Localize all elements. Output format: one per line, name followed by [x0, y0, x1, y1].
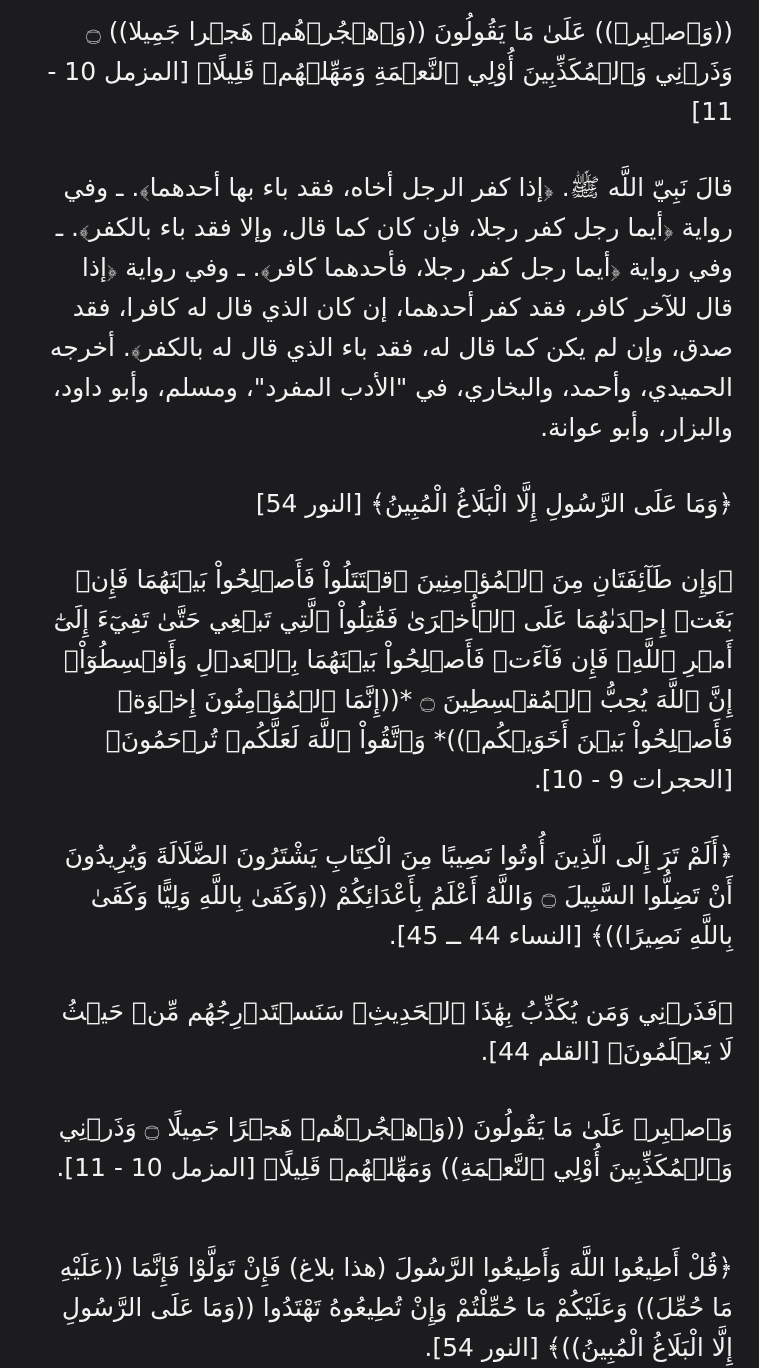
paragraph-nur-54: ﴿وَمَا عَلَى الرَّسُولِ إِلَّا الْبَلَاغُ الْمُبِينُ﴾ [النور 54]: [255, 489, 733, 518]
paragraph-qalam: ﴿فَذَرۡنِي وَمَن يُكَذِّبُ بِهَٰذَا ٱلۡحَدِيثِۖ سَنَسۡتَدۡرِجُهُم مِّنۡ حَيۡثُ لَا يَعۡلَمُونَ﴾ [القلم 44].: [61, 997, 733, 1066]
spacer: [40, 800, 733, 836]
paragraph-hadith-takfir: قالَ نَبِيّ اللَّه ﷺ. ﴿إذا كفر الرجل أخاه، فقد باء بها أحدهما﴾. ـ وفي رواية ﴿أيما رجل كفر رجلا، فإن كان كما قال، وإلا فقد باء بالكفر﴾. ـ وفي رواية ﴿أيما رجل كفر رجلا، فأحدهما كافر﴾. ـ وفي رواية ﴿إذا قال للآخر كافر، فقد كفر أحدهما، إن كان الذي قال له كافرا، فقد صدق، وإن لم يكن كما قال له، فقد باء الذي قال له بالكفر﴾. أخرجه الحميدي، وأحمد، والبخاري، في "الأدب المفرد"، ومسلم، وأبو داود، والبزار، وأبو عوانة.: [49, 173, 733, 442]
paragraph-nisa: ﴿أَلَمْ تَرَ إِلَى الَّذِينَ أُوتُوا نَصِيبًا مِنَ الْكِتَابِ يَشْتَرُونَ الضَّلَالَةَ وَيُرِيدُونَ أَنْ تَضِلُّوا السَّبِيلَ ۝ وَاللَّهُ أَعْلَمُ بِأَعْدَائِكُمْ ((وَكَفَىٰ بِاللَّهِ وَلِيًّا وَكَفَىٰ بِاللَّهِ نَصِيرًا))﴾ [النساء 44 ــ 45].: [64, 841, 733, 950]
paragraph-muzzammil-1: ((وَٱصۡبِرۡ)) عَلَىٰ مَا يَقُولُونَ ((وَٱهۡجُرۡهُمۡ هَجۡرا جَمِيلا)) ۝ وَذَرۡنِي وَٱلۡمُكَذِّبِينَ أُوْلِي ٱلنَّعۡمَةِ وَمَهِّلۡهُمۡ قَلِيلًا﴾ [المزمل 10 - 11]: [47, 17, 733, 126]
paragraph-muzzammil-2: وَٱصۡبِرۡ عَلَىٰ مَا يَقُولُونَ ((وَٱهۡجُرۡهُمۡ هَجۡرًا جَمِيلًا ۝ وَذَرۡنِي وَٱلۡمُكَذِّبِينَ أُوْلِي ٱلنَّعۡمَةِ)) وَمَهِّلۡهُمۡ قَلِيلًا﴾ [المزمل 10 - 11].: [56, 1113, 733, 1182]
paragraph-nur-54-full: ﴿قُلْ أَطِيعُوا اللَّهَ وَأَطِيعُوا الرَّسُولَ (هذا بلاغ) فَإِنْ تَوَلَّوْا فَإِنَّمَا ((عَلَيْهِ مَا حُمِّلَ)) وَعَلَيْكُمْ مَا حُمِّلْتُمْ وَإِنْ تُطِيعُوهُ تَهْتَدُوا ((وَمَا عَلَى الرَّسُولِ إِلَّا الْبَلَاغُ الْمُبِينُ))﴾ [النور 54].: [59, 1253, 733, 1362]
spacer: [40, 448, 733, 484]
spacer: [40, 132, 733, 168]
paragraph-hujurat: ﴿وَإِن طَآئِفَتَانِ مِنَ ٱلۡمُؤۡمِنِينَ ٱقۡتَتَلُواْ فَأَصۡلِحُواْ بَيۡنَهُمَا فَإِنۢ بَغَتۡ إِحۡدَىٰهُمَا عَلَى ٱلۡأُخۡرَىٰ فَقَٰتِلُواْ ٱلَّتِي تَبۡغِي حَتَّىٰ تَفِيٓءَ إِلَىٰٓ أَمۡرِ ٱللَّهِۚ فَإِن فَآءَتۡ فَأَصۡلِحُواْ بَيۡنَهُمَا بِٱلۡعَدۡلِ وَأَقۡسِطُوٓاْۖ إِنَّ ٱللَّهَ يُحِبُّ ٱلۡمُقۡسِطِينَ ۝ *((إِنَّمَا ٱلۡمُؤۡمِنُونَ إِخۡوَةٞ فَأَصۡلِحُواْ بَيۡنَ أَخَوَيۡكُمۡ))* وَٱتَّقُواْ ٱللَّهَ لَعَلَّكُمۡ تُرۡحَمُونَ﴾ [الحجرات 9 - 10].: [53, 565, 733, 794]
spacer: [40, 956, 733, 992]
spacer: [40, 1188, 733, 1248]
spacer: [40, 1072, 733, 1108]
spacer: [40, 524, 733, 560]
